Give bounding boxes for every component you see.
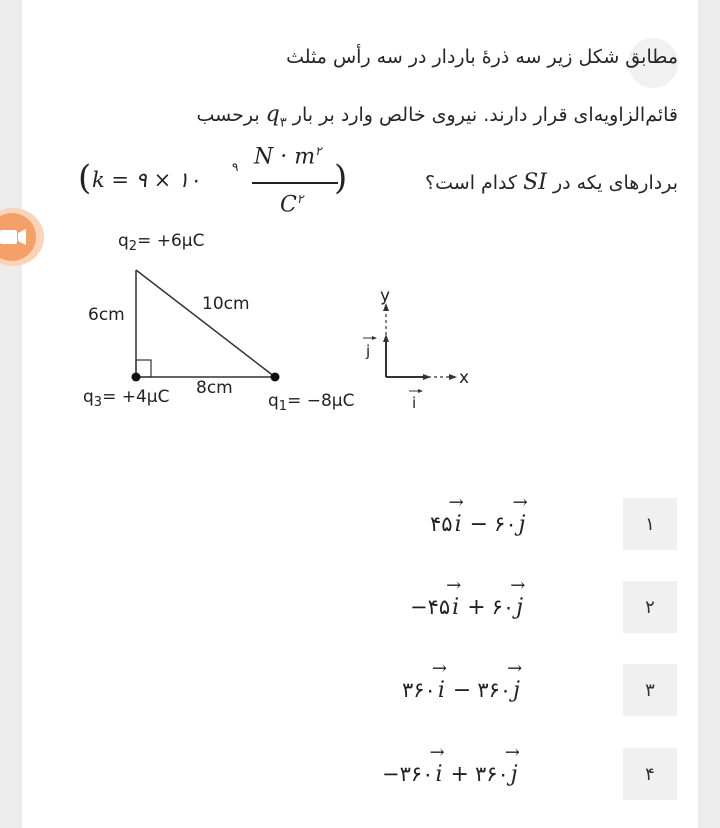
option-number-box[interactable]: ۴ bbox=[623, 748, 677, 800]
x-axis-label: x bbox=[459, 368, 470, 388]
right-paren: ) bbox=[334, 158, 348, 198]
fraction-numerator: $N \cdot m^۲$ bbox=[254, 144, 322, 170]
k-label: k = ۹ × ۱۰ bbox=[92, 168, 201, 192]
unit-vector-j: j bbox=[366, 342, 371, 360]
q3-label: $q_3= +4\mu C$ bbox=[83, 387, 170, 410]
question-text-2b: برحسب bbox=[196, 104, 260, 126]
option-1[interactable] bbox=[0, 492, 720, 554]
unit-vector-i: i bbox=[412, 394, 417, 412]
option-4-expression: −۳۶۰ → i + ۳۶۰ → j bbox=[382, 742, 520, 787]
q2-label: $q_2= +6\mu C$ bbox=[118, 231, 205, 254]
side-horizontal-label: 8cm bbox=[196, 378, 233, 398]
charge-variable: $q_۳$ bbox=[265, 102, 287, 131]
y-axis-label: y bbox=[380, 286, 391, 306]
option-2[interactable] bbox=[0, 575, 720, 637]
axis-system bbox=[363, 286, 469, 412]
left-paren: ( bbox=[78, 158, 92, 198]
option-number-box[interactable]: ۳ bbox=[623, 664, 677, 716]
si-label: SI bbox=[523, 170, 547, 195]
option-2-expression: −۴۵ → i + ۶۰ → j bbox=[410, 575, 526, 620]
q1-label: $q_1= -8\mu C$ bbox=[268, 391, 355, 414]
question-text-3: بردارهای یکه در bbox=[552, 172, 678, 194]
option-3-expression: ۳۶۰ → i − ۳۶۰ → j bbox=[402, 658, 523, 703]
side-vertical-label: 6cm bbox=[88, 305, 125, 325]
option-4[interactable] bbox=[0, 742, 720, 804]
option-1-expression: ۴۵ → i − ۶۰ → j bbox=[430, 492, 528, 537]
side-hypotenuse-label: 10cm bbox=[202, 294, 250, 314]
k-exponent: ۹ bbox=[232, 160, 239, 174]
question-text-1: مطابق شکل زیر سه ذرهٔ باردار در سه رأس مثلث bbox=[286, 46, 678, 68]
question-text-3b: کدام است؟ bbox=[425, 172, 518, 194]
option-number-box[interactable]: ۲ bbox=[623, 581, 677, 633]
fraction-denominator: $C^۲$ bbox=[280, 192, 304, 218]
option-number-box[interactable]: ۱ bbox=[623, 498, 677, 550]
triangle bbox=[132, 270, 280, 382]
option-3[interactable] bbox=[0, 658, 720, 720]
question-text-2: قائم‌الزاویه‌ای قرار دارند. نیروی خالص وارد بر بار bbox=[292, 104, 678, 126]
